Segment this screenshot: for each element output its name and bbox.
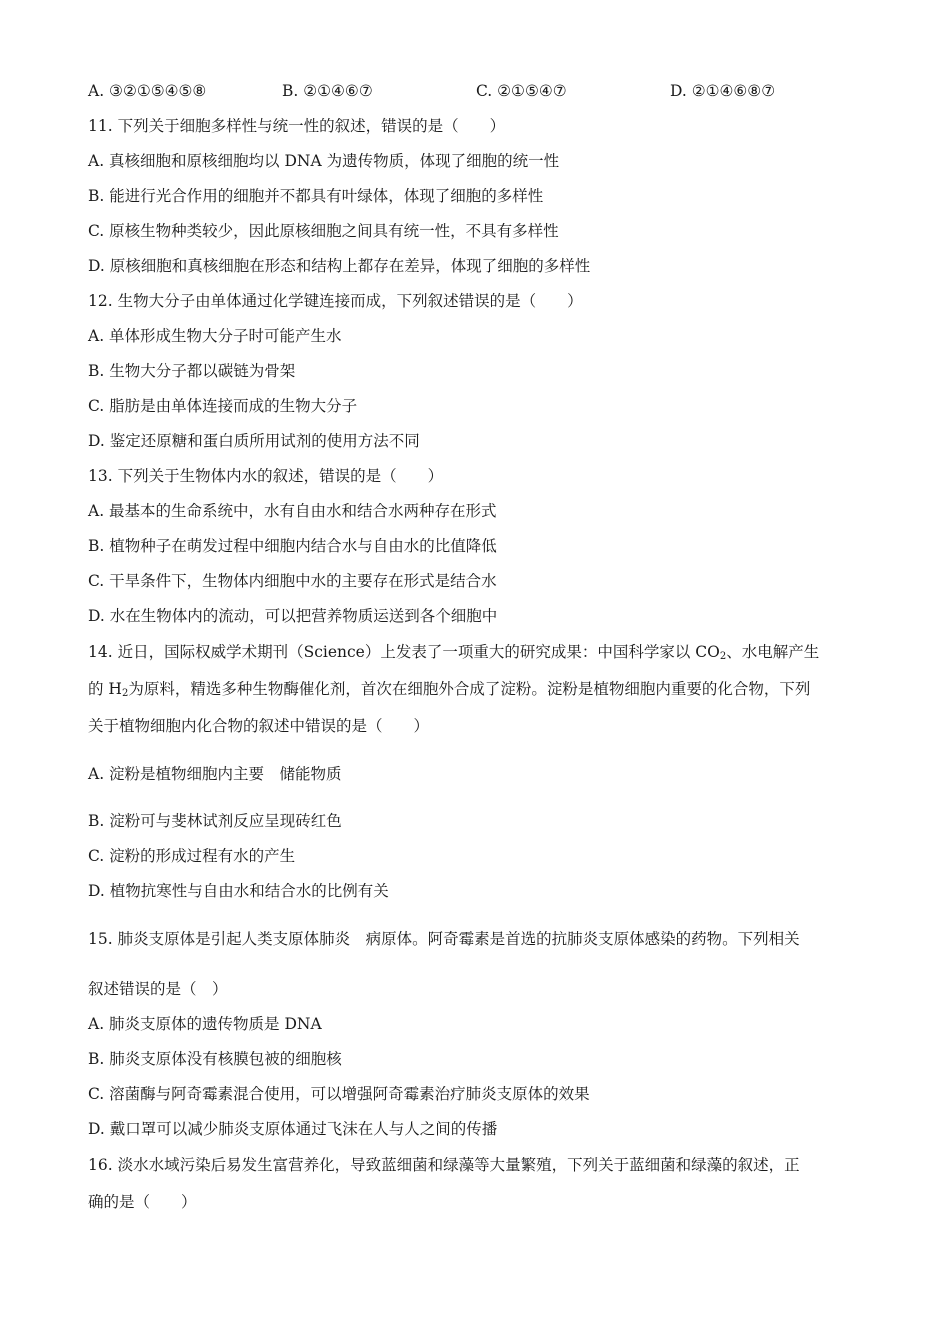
q14-option-d: D. 植物抗寒性与自由水和结合水的比例有关 [88,882,389,900]
q13-option-b: B. 植物种子在萌发过程中细胞内结合水与自由水的比值降低 [88,537,497,555]
q12-stem: 12. 生物大分子由单体通过化学键连接而成，下列叙述错误的是（ ） [88,292,583,310]
q14-subscript-h2: 2 [121,688,129,699]
q14-stem-2b: 为原料，精选多种生物酶催化剂，首次在细胞外合成了淀粉。淀粉是植物细胞内重要的化合物，下列 [128,680,811,698]
prev-option-c: C. ②①⑤④⑦ [476,82,567,100]
q14-option-a: A. 淀粉是植物细胞内主要 储能物质 [88,765,342,783]
q14-stem-1b: 、水电解产生 [726,643,820,661]
q12-option-a: A. 单体形成生物大分子时可能产生水 [88,327,342,345]
q14-stem-1a: 14. 近日，国际权威学术期刊（Science）上发表了一项重大的研究成果：中国科学家以 CO [88,643,720,661]
q14-option-b: B. 淀粉可与斐林试剂反应呈现砖红色 [88,812,342,830]
q13-option-c: C. 干旱条件下，生物体内细胞中水的主要存在形式是结合水 [88,572,497,590]
q11-option-b: B. 能进行光合作用的细胞并不都具有叶绿体，体现了细胞的多样性 [88,187,544,205]
q14-stem-line-1 [88,642,819,662]
q11-option-c: C. 原核生物种类较少，因此原核细胞之间具有统一性，不具有多样性 [88,222,559,240]
q11-stem: 11. 下列关于细胞多样性与统一性的叙述，错误的是（ ） [88,117,506,135]
q15-stem-line-2: 叙述错误的是（ ） [88,980,228,998]
q16-stem-line-1: 16. 淡水水域污染后易发生富营养化，导致蓝细菌和绿藻等大量繁殖，下列关于蓝细菌和绿藻的叙述，正 [88,1156,800,1174]
q13-stem: 13. 下列关于生物体内水的叙述，错误的是（ ） [88,467,444,485]
q13-option-a: A. 最基本的生命系统中，水有自由水和结合水两种存在形式 [88,502,497,520]
q14-option-c: C. 淀粉的形成过程有水的产生 [88,847,296,865]
prev-option-b: B. ②①④⑥⑦ [282,82,373,100]
q11-option-d: D. 原核细胞和真核细胞在形态和结构上都存在差异，体现了细胞的多样性 [88,257,591,275]
q15-stem-line-1: 15. 肺炎支原体是引起人类支原体肺炎 病原体。阿奇霉素是首选的抗肺炎支原体感染的药物。下列相关 [88,930,800,948]
q14-stem-line-2 [88,679,810,699]
q15-option-b: B. 肺炎支原体没有核膜包被的细胞核 [88,1050,342,1068]
q12-option-d: D. 鉴定还原糖和蛋白质所用试剂的使用方法不同 [88,432,420,450]
q15-option-a: A. 肺炎支原体的遗传物质是 DNA [88,1015,322,1033]
prev-option-a: A. ③②①⑤④⑤⑧ [88,82,207,100]
q14-stem-2a: 的 H [88,680,122,698]
q12-option-c: C. 脂肪是由单体连接而成的生物大分子 [88,397,358,415]
prev-question-options [88,81,868,101]
q13-option-d: D. 水在生物体内的流动，可以把营养物质运送到各个细胞中 [88,607,498,625]
q11-option-a: A. 真核细胞和原核细胞均以 DNA 为遗传物质，体现了细胞的统一性 [88,152,560,170]
q15-option-d: D. 戴口罩可以减少肺炎支原体通过飞沫在人与人之间的传播 [88,1120,498,1138]
q15-option-c: C. 溶菌酶与阿奇霉素混合使用，可以增强阿奇霉素治疗肺炎支原体的效果 [88,1085,590,1103]
q14-subscript-co2: 2 [719,651,727,662]
prev-option-d: D. ②①④⑥⑧⑦ [670,82,776,100]
q16-stem-line-2: 确的是（ ） [88,1193,197,1211]
q12-option-b: B. 生物大分子都以碳链为骨架 [88,362,296,380]
q14-stem-line-3: 关于植物细胞内化合物的叙述中错误的是（ ） [88,717,430,735]
